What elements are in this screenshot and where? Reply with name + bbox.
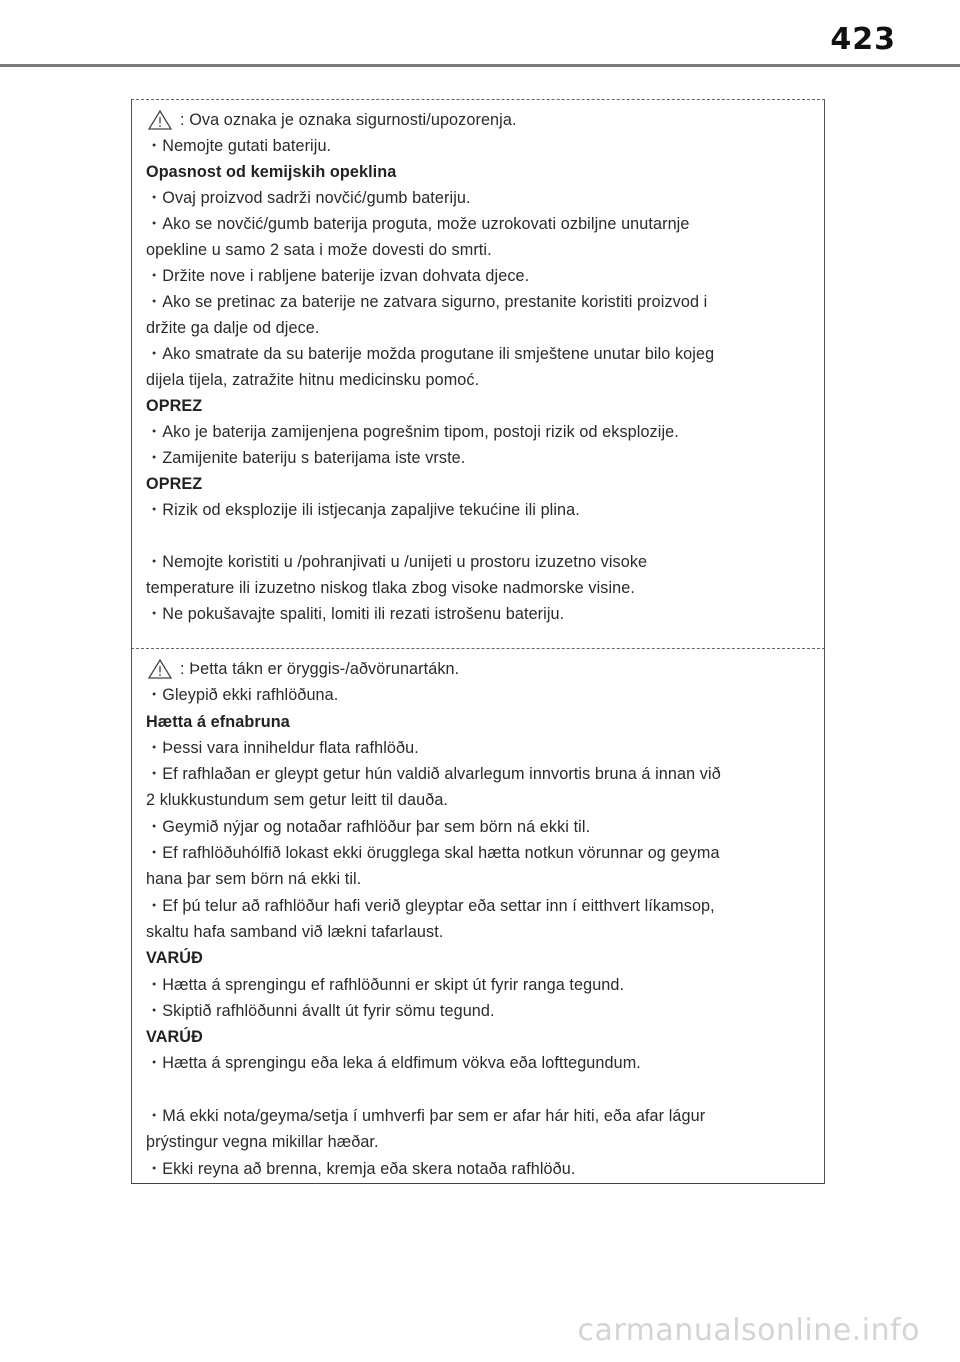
icelandic-text-line: hana þar sem börn ná ekki til.	[146, 870, 362, 889]
croatian-text-lines	[146, 133, 824, 627]
croatian-text-line: ・Nemojte gutati bateriju.	[146, 137, 332, 155]
icelandic-text-line: ・Skiptið rafhlöðunni ávallt út fyrir sömu tegund.	[146, 1001, 495, 1020]
icelandic-text-lines	[146, 682, 824, 1182]
croatian-text-line: držite ga dalje od djece.	[146, 319, 320, 337]
icelandic-text-line: skaltu hafa samband við lækni tafarlaust.	[146, 922, 444, 941]
croatian-text-line: ・Ne pokušavajte spaliti, lomiti ili rezati istrošenu bateriju.	[146, 605, 565, 623]
croatian-heading: OPREZ	[146, 397, 203, 415]
croatian-text-line: ・Zamijenite bateriju s baterijama iste vrste.	[146, 449, 466, 467]
icelandic-text-line: ・Hætta á sprengingu ef rafhlöðunni er skipt út fyrir ranga tegund.	[146, 975, 625, 994]
croatian-text-line: dijela tijela, zatražite hitnu medicinsku pomoć.	[146, 371, 480, 389]
header-rule	[0, 64, 960, 67]
croatian-warning-content	[132, 100, 824, 627]
croatian-text-line: ・Držite nove i rabljene baterije izvan dohvata djece.	[146, 267, 530, 285]
croatian-text-line: ・Ovaj proizvod sadrži novčić/gumb bateriju.	[146, 189, 471, 207]
icelandic-text-line: ・Hætta á sprengingu eða leka á eldfimum vökva eða lofttegundum.	[146, 1054, 641, 1073]
watermark: carmanualsonline.info	[577, 1313, 920, 1348]
croatian-warning-box	[131, 99, 825, 649]
icelandic-heading: VARÚÐ	[146, 949, 203, 968]
croatian-text-line: ・Ako se novčić/gumb baterija proguta, može uzrokovati ozbiljne unutarnje	[146, 215, 690, 233]
croatian-text-line: ・Rizik od eksplozije ili istjecanja zapaljive tekućine ili plina.	[146, 501, 580, 519]
icelandic-text-line: ・Geymið nýjar og notaðar rafhlöður þar sem börn ná ekki til.	[146, 817, 591, 836]
warning-triangle-icon	[148, 110, 172, 130]
croatian-text-line: opekline u samo 2 sata i može dovesti do smrti.	[146, 241, 492, 259]
icelandic-warning-box	[131, 648, 825, 1184]
croatian-text-line: ・Ako se pretinac za baterije ne zatvara sigurno, prestanite koristiti proizvod i	[146, 293, 708, 311]
icelandic-text-line: 2 klukkustundum sem getur leitt til dauða.	[146, 791, 449, 810]
icelandic-warning-label: : Þetta tákn er öryggis-/aðvörunartákn.	[180, 660, 460, 678]
icelandic-heading: VARÚÐ	[146, 1028, 203, 1047]
croatian-warning-label: : Ova oznaka je oznaka sigurnosti/upozorenja.	[180, 111, 517, 129]
icelandic-text-line: þrýstingur vegna mikillar hæðar.	[146, 1133, 379, 1152]
icelandic-spacer	[146, 1077, 824, 1103]
icelandic-text-line: ・Ekki reyna að brenna, kremja eða skera notaða rafhlöðu.	[146, 1159, 576, 1178]
croatian-heading: Opasnost od kemijskih opeklina	[146, 163, 397, 181]
croatian-warning-label-row	[146, 107, 824, 133]
croatian-heading: OPREZ	[146, 475, 203, 493]
warning-triangle-icon	[148, 659, 172, 679]
icelandic-warning-label-row	[146, 656, 824, 682]
icelandic-heading: Hætta á efnabruna	[146, 712, 290, 731]
icelandic-warning-content	[132, 649, 824, 1182]
icelandic-text-line: ・Gleypið ekki rafhlöðuna.	[146, 686, 339, 705]
icelandic-text-line: ・Ef rafhlaðan er gleypt getur hún valdið alvarlegum innvortis bruna á innan við	[146, 765, 721, 784]
croatian-text-line: ・Ako je baterija zamijenjena pogrešnim tipom, postoji rizik od eksplozije.	[146, 423, 679, 441]
croatian-text-line: ・Nemojte koristiti u /pohranjivati u /unijeti u prostoru izuzetno visoke	[146, 553, 648, 571]
croatian-text-line: ・Ako smatrate da su baterije možda progutane ili smještene unutar bilo kojeg	[146, 345, 715, 363]
icelandic-text-line: ・Ef rafhlöðuhólfið lokast ekki örugglega skal hætta notkun vörunnar og geyma	[146, 844, 720, 863]
croatian-text-line: temperature ili izuzetno niskog tlaka zbog visoke nadmorske visine.	[146, 579, 635, 597]
icelandic-text-line: ・Má ekki nota/geyma/setja í umhverfi þar sem er afar hár hiti, eða afar lágur	[146, 1107, 706, 1126]
icelandic-text-line: ・Þessi vara inniheldur flata rafhlöðu.	[146, 738, 419, 757]
croatian-spacer	[146, 523, 824, 549]
icelandic-text-line: ・Ef þú telur að rafhlöður hafi verið gleyptar eða settar inn í eitthvert líkamsop,	[146, 896, 715, 915]
page-number: 423	[830, 22, 896, 57]
